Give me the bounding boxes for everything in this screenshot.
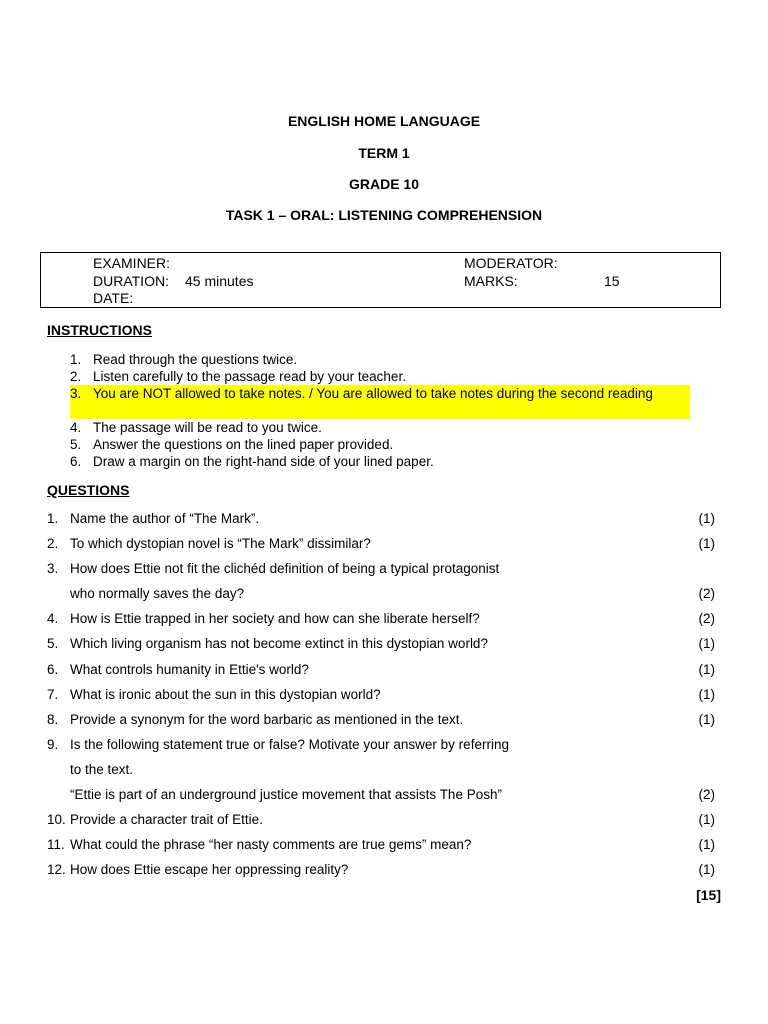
instructions-title: INSTRUCTIONS <box>47 322 152 338</box>
date-label: DATE: <box>93 290 134 306</box>
examiner-label: EXAMINER: <box>93 255 171 271</box>
instruction-item-highlighted: 3. You are NOT allowed to take notes. / You are allowed to take notes during the second reading <box>70 385 690 419</box>
term-heading: TERM 1 <box>358 145 410 161</box>
task-heading: TASK 1 – ORAL: LISTENING COMPREHENSION <box>225 207 543 223</box>
subject-heading: ENGLISH HOME LANGUAGE <box>287 113 481 129</box>
grade-heading: GRADE 10 <box>348 176 420 192</box>
exam-info-box <box>40 252 721 308</box>
moderator-label: MODERATOR: <box>464 255 558 271</box>
duration-label: DURATION: <box>93 273 169 289</box>
marks-label: MARKS: <box>464 273 518 289</box>
questions-title: QUESTIONS <box>47 482 130 498</box>
document-page: ENGLISH HOME LANGUAGE TERM 1 GRADE 10 TASK 1 – ORAL: LISTENING COMPREHENSION EXAMINER: MODERATOR: DURATION: 45 minutes MARKS: 15 DATE: INSTRUCTIONS 1. Read through the questions twice. 2. Listen carefully to the passage read by your teacher. 3. You are NOT allowed to take notes. / You are allowed to take notes during the second reading 4. The passage will be read to you twice. 5. Answer the questions on the lined paper provided. 6. Draw a margin on the right-hand side of your lined paper. QUESTIONS 1. Name the author of “The Mark”. (1) 2. To which dystopian novel is “The Mark” dissimilar? (1) 3. How does Ettie not fit the clichéd definition of being a typical protagonist who normally saves the day? (2) 4. How is Ettie trapped in her society and how can she liberate herself? (2) 5. Which living organism has not become extinct in this dystopian world? (1) 6. What controls humanity in Ettie's world? (1) 7. What is ironic about the sun in this dystopian world? (1) 8. Provide a synonym for the word barbaric as mentioned in the text. (1) 9. Is the following statement true or false? Motivate your answer by referring to the text. “Ettie is part of an underground justice movement that assists The Posh” (2) 10. Provide a character trait of Ettie. (1) 11. What could the phrase “her nasty comments are true gems” mean? (1) 12. How does Ettie escape her oppressing reality? (1) [15] <box>0 0 768 1024</box>
total-marks: [15] <box>696 887 721 903</box>
marks-value: 15 <box>604 273 620 289</box>
duration-value: 45 minutes <box>185 273 254 289</box>
